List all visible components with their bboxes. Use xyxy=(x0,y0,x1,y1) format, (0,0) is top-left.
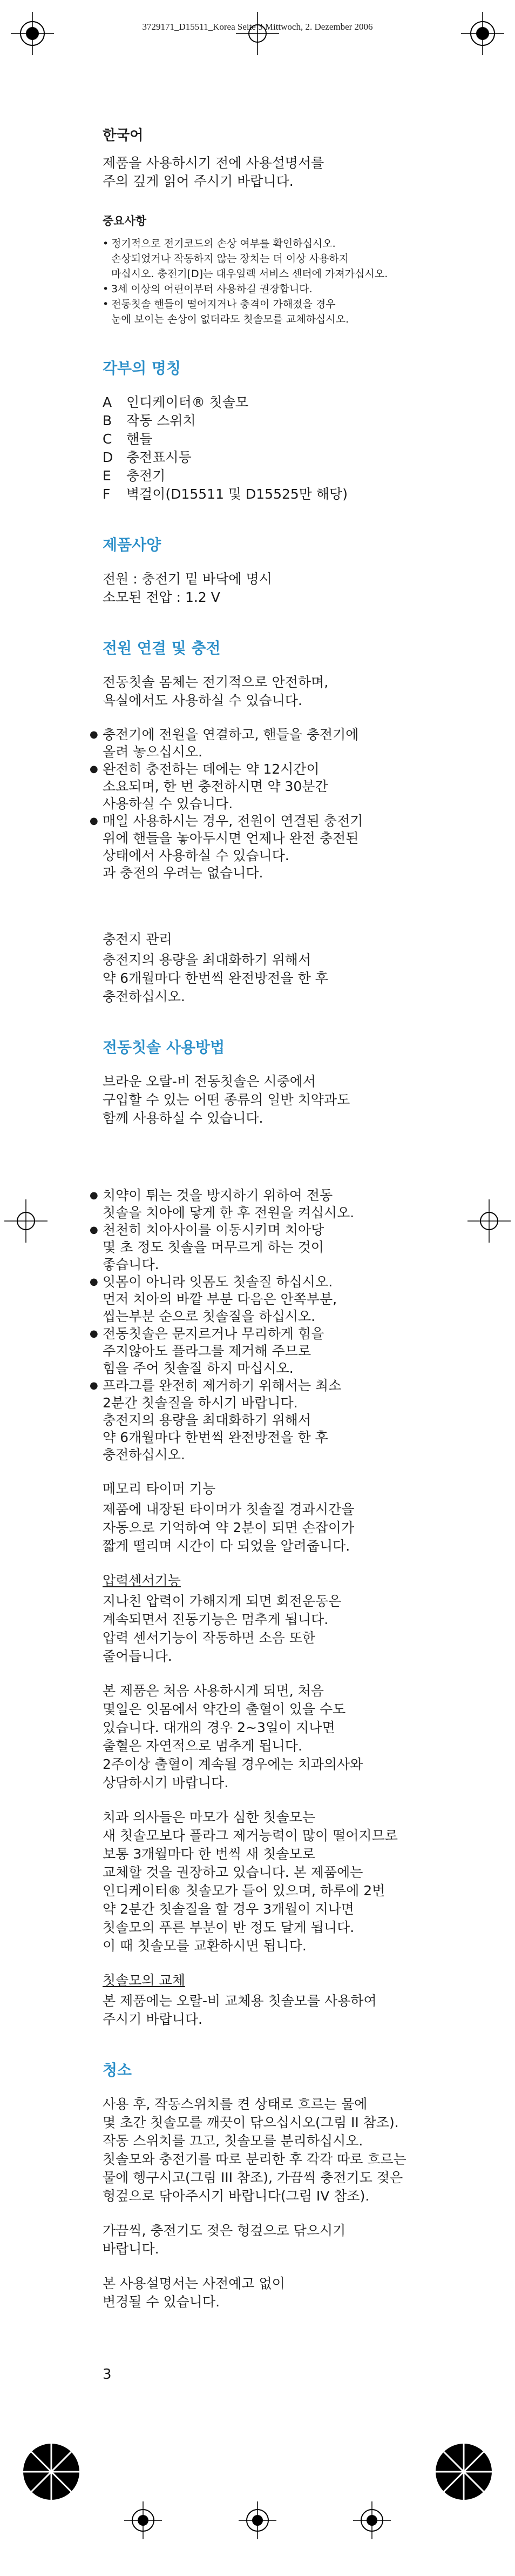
specs-text: 전원 : 충전기 밑 바닥에 명시 소모된 전압 : 1.2 V xyxy=(103,571,272,605)
list-item: ● 천천히 치아사이를 이동시키며 치아당 몇 초 정도 칫솔을 머무르게 하는 것이 좋습니다. xyxy=(90,1222,437,1273)
timer-title: 메모리 타이머 기능 xyxy=(103,1481,216,1497)
section-title-parts: 각부의 명칭 xyxy=(103,359,181,377)
list-item: • 전동칫솔 핸들이 떨어지거나 충격이 가해졌을 경우 눈에 보이는 손상이 없더라도 칫솔모를 교체하십시오. xyxy=(103,297,437,327)
registration-mark-icon xyxy=(239,2501,276,2539)
list-item: ● 충전기에 전원을 연결하고, 핸들을 충전기에 올려 놓으십시오. xyxy=(90,726,437,761)
timer-text: 제품에 내장된 타이머가 칫솔질 경과시간을 자동으로 기억하여 약 2분이 되면 손잡이가 짧게 떨리며 시간이 다 되었을 알려줍니다. xyxy=(103,1501,355,1554)
list-item: ● 완전히 충전하는 데에는 약 12시간이 소요되며, 한 번 충전하시면 약 30분간 사용하실 수 있습니다. xyxy=(90,761,437,813)
registration-mark-icon xyxy=(236,12,279,55)
registration-mark-icon xyxy=(4,1199,48,1243)
list-item: A 인디케이터® 칫솔모 xyxy=(103,394,249,410)
list-item: B 작동 스위치 xyxy=(103,413,196,428)
usage-intro: 브라운 오랄-비 전동칫솔은 시중에서 구입할 수 있는 어떤 종류의 일반 치약과도 함께 사용하실 수 있습니다. xyxy=(103,1074,350,1126)
power-bullets xyxy=(103,726,437,882)
list-item: ● 치약이 튀는 것을 방지하기 위하여 전동 칫솔을 치아에 닿게 한 후 전원을 켜십시오. xyxy=(90,1187,437,1222)
section-title-specs: 제품사양 xyxy=(103,536,161,554)
power-intro: 전동칫솔 몸체는 전기적으로 안전하며, 욕실에서도 사용하실 수 있습니다. xyxy=(103,674,329,708)
first-use-text: 본 제품은 처음 사용하시게 되면, 처음 몇일은 잇몸에서 약간의 출혈이 있을 수도 있습니다. 대개의 경우 2~3일이 지나면 출혈은 자연적으로 멈추게 됩니다. 2주이상 출혈이 계속될 경우에는 치과의사와 상담하시기 바랍니다. xyxy=(103,1683,363,1790)
registration-mark-icon xyxy=(11,12,54,55)
pressure-text: 지나친 압력이 가해지게 되면 회전운동은 계속되면서 진동기능은 멈추게 됩니다. 압력 센서기능이 작동하면 소음 또한 줄어듭니다. xyxy=(103,1593,342,1664)
registration-mark-icon xyxy=(467,1199,511,1243)
battery-care-text: 충전지의 용량을 최대화하기 위해서 약 6개월마다 한번씩 완전방전을 한 후 충전하십시오. xyxy=(103,952,328,1004)
important-list xyxy=(103,236,437,327)
color-target-icon xyxy=(22,2442,81,2501)
cleaning-text-2: 가끔씩, 충전기도 젖은 헝겊으로 닦으시기 바랍니다. xyxy=(103,2223,346,2257)
registration-mark-icon xyxy=(461,12,504,55)
list-item: ● 전동칫솔은 문지르거나 무리하게 힘을 주지않아도 플라그를 제거해 주므로 힘을 주어 칫솔질 하지 마십시오. xyxy=(90,1325,437,1377)
language-title: 한국어 xyxy=(103,128,144,144)
manual-content xyxy=(103,154,437,2327)
list-item: C 핸들 xyxy=(103,431,153,447)
list-item: ● 프라그를 완전히 제거하기 위해서는 최소 2분간 칫솔질을 하시기 바랍니다. 충전지의 용량을 최대화하기 위해서 약 6개월마다 한번씩 완전방전을 한 후 충전하십시오. xyxy=(90,1377,437,1464)
section-title-usage: 전동칫솔 사용방법 xyxy=(103,1038,225,1056)
section-title-cleaning: 청소 xyxy=(103,2061,132,2079)
color-target-icon xyxy=(434,2442,493,2501)
list-item: ● 잇몸이 아니라 잇몸도 칫솔질 하십시오. 먼저 치아의 바깥 부분 다음은 안쪽부분, 씹는부분 순으로 칫솔질을 하십시오. xyxy=(90,1273,437,1325)
list-item: • 정기적으로 전기코드의 손상 여부를 확인하십시오. 손상되었거나 작동하지 않는 장치는 더 이상 사용하지 마십시오. 충전기[D]는 대우일렉 서비스 센터에 가져가십시오. xyxy=(103,236,437,281)
parts-list xyxy=(103,393,437,504)
intro-text: 제품을 사용하시기 전에 사용설명서를 주의 깊게 읽어 주시기 바랍니다. xyxy=(103,155,324,189)
replace-text: 본 제품에는 오랄-비 교체용 칫솔모를 사용하여 주시기 바랍니다. xyxy=(103,1993,377,2027)
list-item: F 벽걸이(D15511 및 D15525만 해당) xyxy=(103,486,348,502)
usage-bullets xyxy=(103,1187,437,1464)
registration-mark-icon xyxy=(124,2501,162,2539)
section-title-power: 전원 연결 및 충전 xyxy=(103,639,221,657)
battery-care-title: 충전지 관리 xyxy=(103,931,172,947)
page-number: 3 xyxy=(103,2366,112,2383)
cleaning-text: 사용 후, 작동스위치를 켠 상태로 흐르는 물에 몇 초간 칫솔모를 깨끗이 닦으십시오(그림 II 참조). 작동 스위치를 끄고, 칫솔모를 분리하십시오. 칫솔모와 충전기를 따로 분리한 후 각각 따로 흐르는 물에 헹구시고(그림 III 참조), 가끔씩 충전기도 젖은 헝겊으로 닦아주시기 바랍니다(그림 IV 참조). xyxy=(103,2096,406,2204)
list-item: • 3세 이상의 어린이부터 사용하길 권장합니다. xyxy=(103,281,437,297)
pressure-title: 압력센서기능 xyxy=(103,1573,181,1588)
list-item: ● 매일 사용하시는 경우, 전원이 연결된 충전기 위에 핸들을 놓아두시면 언제나 완전 충전된 상태에서 사용하실 수 있습니다. 과 충전의 우려는 없습니다. xyxy=(90,813,437,882)
important-title: 중요사항 xyxy=(103,214,147,227)
registration-mark-icon xyxy=(353,2501,391,2539)
list-item: D 충전표시등 xyxy=(103,450,192,465)
print-header: 3729171_D15511_Korea Seite 3 Mittwoch, 2. Dezember 2006 xyxy=(142,22,373,32)
list-item: E 충전기 xyxy=(103,468,166,484)
dentist-text: 치과 의사들은 마모가 심한 칫솔모는 새 칫솔모보다 플라그 제거능력이 많이 떨어지므로 보통 3개월마다 한 번씩 새 칫솔모로 교체할 것을 권장하고 있습니다. 본 제품에는 인디케이터® 칫솔모가 들어 있으며, 하루에 2번 약 2분간 칫솔질을 할 경우 3개월이 지나면 칫솔모의 푸른 부분이 반 정도 달게 됩니다. 이 때 칫솔모를 교환하시면 됩니다. xyxy=(103,1809,398,1954)
notice-text: 본 사용설명서는 사전예고 없이 변경될 수 있습니다. xyxy=(103,2276,285,2310)
replace-title: 칫솔모의 교체 xyxy=(103,1973,185,1988)
